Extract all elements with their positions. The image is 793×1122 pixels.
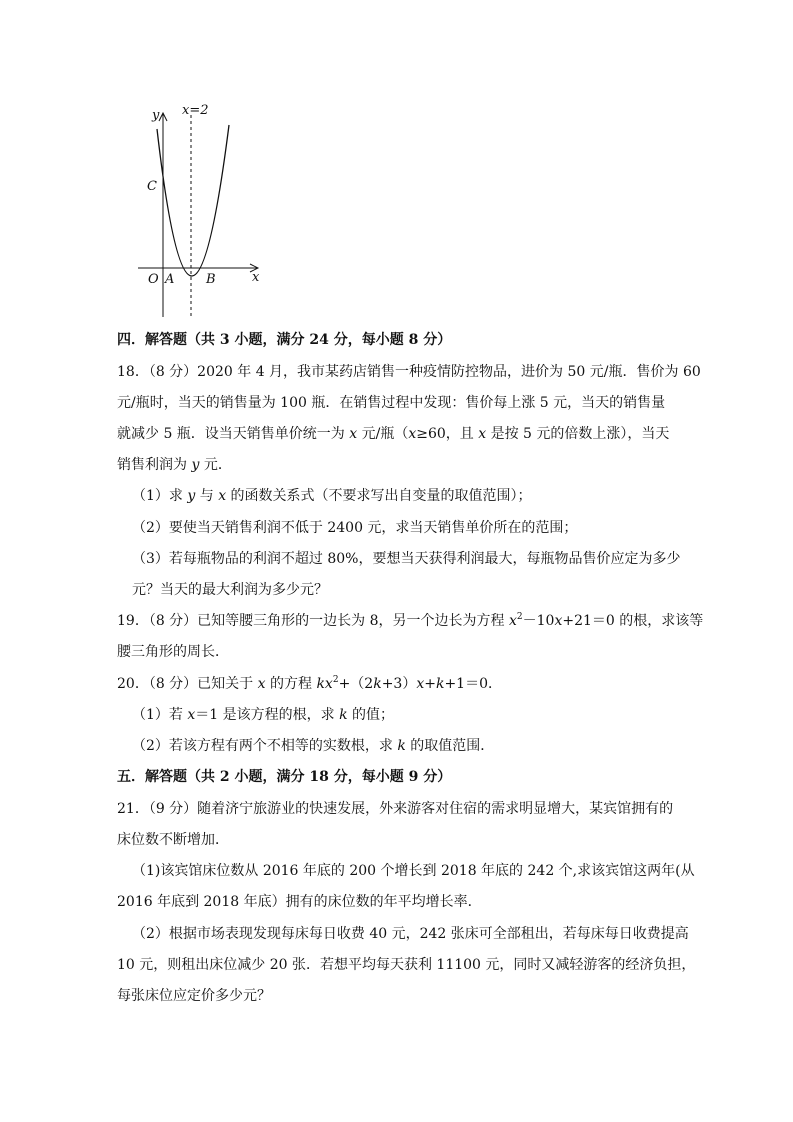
y-axis-label: y [152,108,160,123]
section-4-heading: 四．解答题（共 3 小题，满分 24 分，每小题 8 分） [117,332,452,348]
text: ＝1 是该方程的根，求 [195,707,340,723]
var-k: k [373,676,382,692]
var-x: x [508,613,517,629]
text: 是按 5 元的倍数上涨），当天 [486,426,670,442]
var-x: x [478,426,487,442]
text: + [424,676,436,692]
var-k: k [339,707,348,723]
var-kx: kx [316,676,333,692]
var-y: y [187,488,196,504]
text: 元/瓶（ [357,426,409,442]
q21-part-2-line-3: 每张床位应定价多少元？ [117,988,271,1004]
var-y: y [191,457,200,473]
exponent: 2 [516,612,523,622]
var-x: x [187,707,196,723]
exponent: 2 [332,675,339,685]
q18-part-2: （2）要使当天销售利润不低于 2400 元，求当天销售单价所在的范围； [132,520,578,536]
var-x: x [554,613,563,629]
point-c-label: C [147,179,157,194]
text: +1＝0． [444,676,502,692]
parabola-curve [157,125,229,276]
var-x: x [218,488,227,504]
text: 与 [195,488,219,504]
text: －10 [522,613,555,629]
text: 销售利润为 [117,457,192,473]
q20-part-2 [132,736,494,756]
q21-part-1-line-2: 2016 年底到 2018 年底）拥有的床位数的年平均增长率． [117,894,482,910]
q18-line-1: 18．（8 分）2020 年 4 月，我市某药店销售一种疫情防控物品，进价为 50 元/瓶．售价为 60 [117,364,701,380]
q18-line-4 [117,455,232,475]
q19-line-1 [117,611,703,631]
q21-line-2: 床位数不断增加． [117,832,229,848]
section-5-heading: 五．解答题（共 2 小题，满分 18 分，每小题 9 分） [117,769,452,785]
q18-line-3 [117,424,669,444]
text: （2）若该方程有两个不相等的实数根，求 [132,738,398,754]
symmetry-axis-label: x=2 [182,103,209,118]
text: 的取值范围． [405,738,495,754]
q21-line-1: 21．（9 分）随着济宁旅游业的快速发展，外来游客对住宿的需求明显增大，某宾馆拥有的 [117,801,674,817]
text: 19．（8 分）已知等腰三角形的一边长为 8，另一个边长为方程 [117,613,509,629]
q19-line-2: 腰三角形的周长． [117,644,229,660]
text: （1）若 [132,707,188,723]
q18-part-3-line-2: 元？当天的最大利润为多少元？ [132,582,328,598]
q21-part-2-line-1: （2）根据市场表现发现每床每日收费 40 元，242 张床可全部租出，若每床每日收费提高 [132,926,689,942]
q20-line-1 [117,674,502,694]
text: 的方程 [265,676,317,692]
var-x: x [416,676,425,692]
point-a-label: A [165,272,175,287]
q18-part-3-line-1: （3）若每瓶物品的利润不超过 80%，要想当天获得利润最大，每瓶物品售价应定为多少 [132,551,681,567]
text: （1）求 [132,488,188,504]
text: 元． [199,457,232,473]
var-x: x [257,676,266,692]
var-x: x [408,426,417,442]
text: +（2 [338,676,374,692]
parabola-figure [130,95,270,320]
point-b-label: B [206,272,216,287]
text: ≥60，且 [416,426,479,442]
q20-part-1 [132,705,394,725]
var-k: k [397,738,406,754]
text: +3） [381,676,417,692]
q21-part-2-line-2: 10 元，则租出床位减少 20 张．若想平均每天获利 11100 元，同时又减轻游客的经济负担， [117,957,696,973]
origin-label: O [148,272,159,287]
q21-part-1-line-1: （1)该宾馆床位数从 2016 年底的 200 个增长到 2018 年底的 242 个,求该宾馆这两年(从 [132,863,695,879]
parabola-graph [130,95,270,320]
x-axis-label: x [252,270,260,285]
text: 的值； [347,707,395,723]
var-x: x [349,426,358,442]
text: 的函数关系式（不要求写出自变量的取值范围）； [226,488,532,504]
text: +21＝0 的根，求该等 [562,613,704,629]
var-k: k [435,676,445,692]
text: 20．（8 分）已知关于 [117,676,258,692]
q18-line-2: 元/瓶时，当天的销售量为 100 瓶．在销售过程中发现：售价每上涨 5 元，当天的销售量 [117,395,666,411]
q18-part-1 [132,486,532,506]
text: 就减少 5 瓶．设当天销售单价统一为 [117,426,350,442]
